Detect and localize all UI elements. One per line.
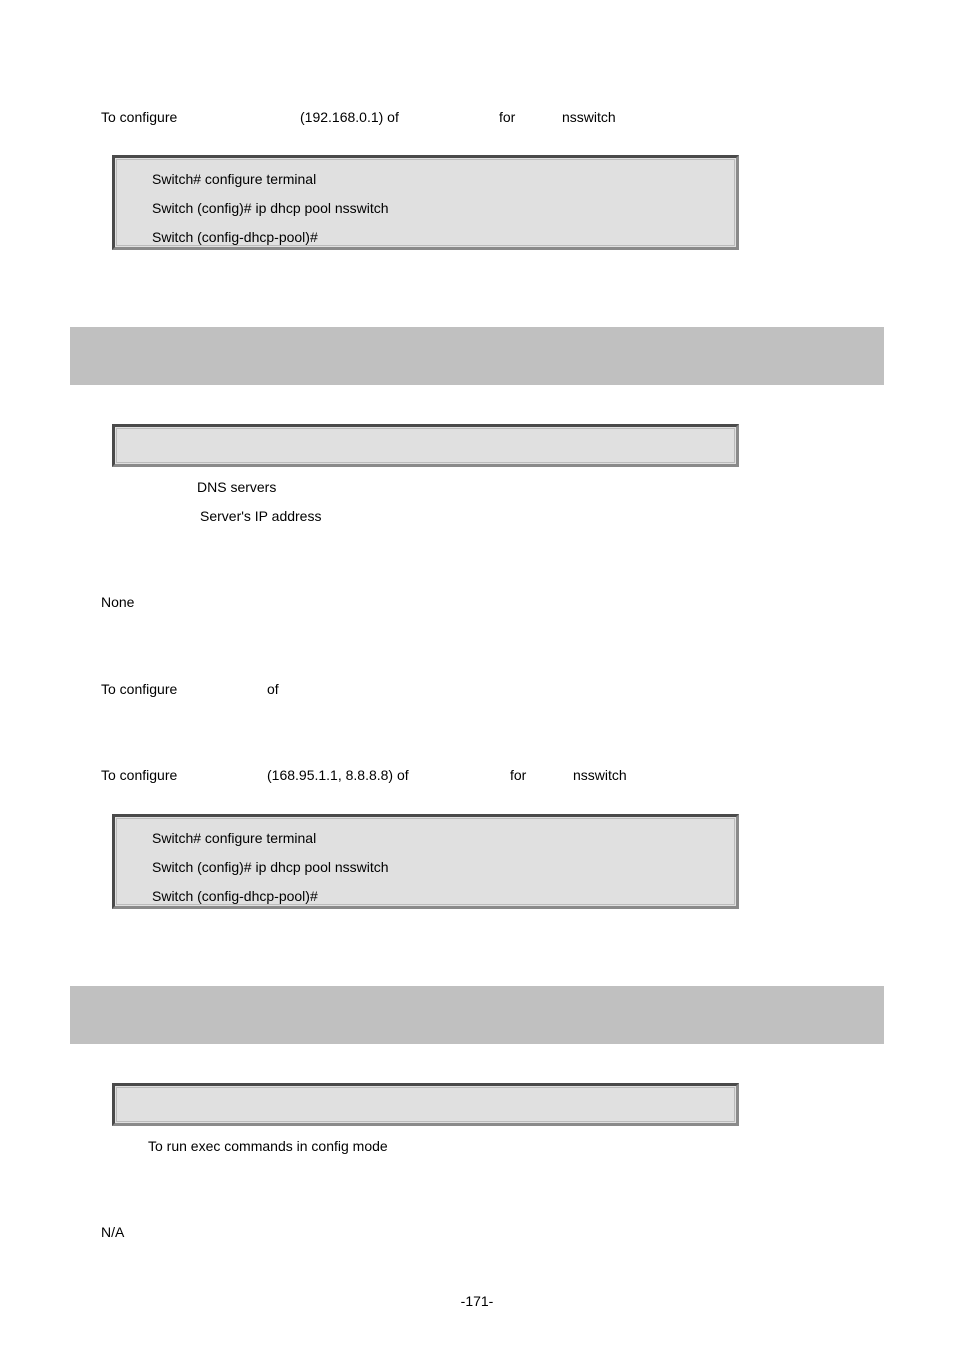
example2-ip: (168.95.1.1, 8.8.8.8) of [267, 767, 409, 783]
example2-pool: nsswitch [573, 767, 627, 783]
code-line: Switch (config)# ip dhcp pool nsswitch [152, 859, 389, 875]
section-heading-band [70, 986, 884, 1044]
default-value: N/A [101, 1224, 125, 1240]
usage-of: of [267, 681, 279, 697]
page-number: -171- [460, 1293, 494, 1309]
code-line: Switch# configure terminal [152, 830, 317, 846]
example2-code-box [112, 814, 739, 909]
example2-intro: To configure [101, 767, 178, 783]
code-line: Switch (config)# ip dhcp pool nsswitch [152, 200, 389, 216]
section-heading-band [70, 327, 884, 385]
code-line: Switch (config-dhcp-pool)# [152, 229, 318, 245]
usage-text: To configure [101, 681, 178, 697]
param-description: DNS servers [197, 479, 277, 495]
param-description: To run exec commands in config mode [148, 1138, 388, 1154]
example1-pool: nsswitch [562, 109, 616, 125]
example1-intro: To configure [101, 109, 178, 125]
default-value: None [101, 594, 135, 610]
command-syntax-box [112, 1083, 739, 1126]
code-line: Switch# configure terminal [152, 171, 317, 187]
code-line: Switch (config-dhcp-pool)# [152, 888, 318, 904]
param-description: Server's IP address [200, 508, 322, 524]
example1-ip: (192.168.0.1) of [300, 109, 399, 125]
example1-code-box [112, 155, 739, 250]
example1-for: for [499, 109, 516, 125]
example2-for: for [510, 767, 527, 783]
command-syntax-box [112, 424, 739, 467]
